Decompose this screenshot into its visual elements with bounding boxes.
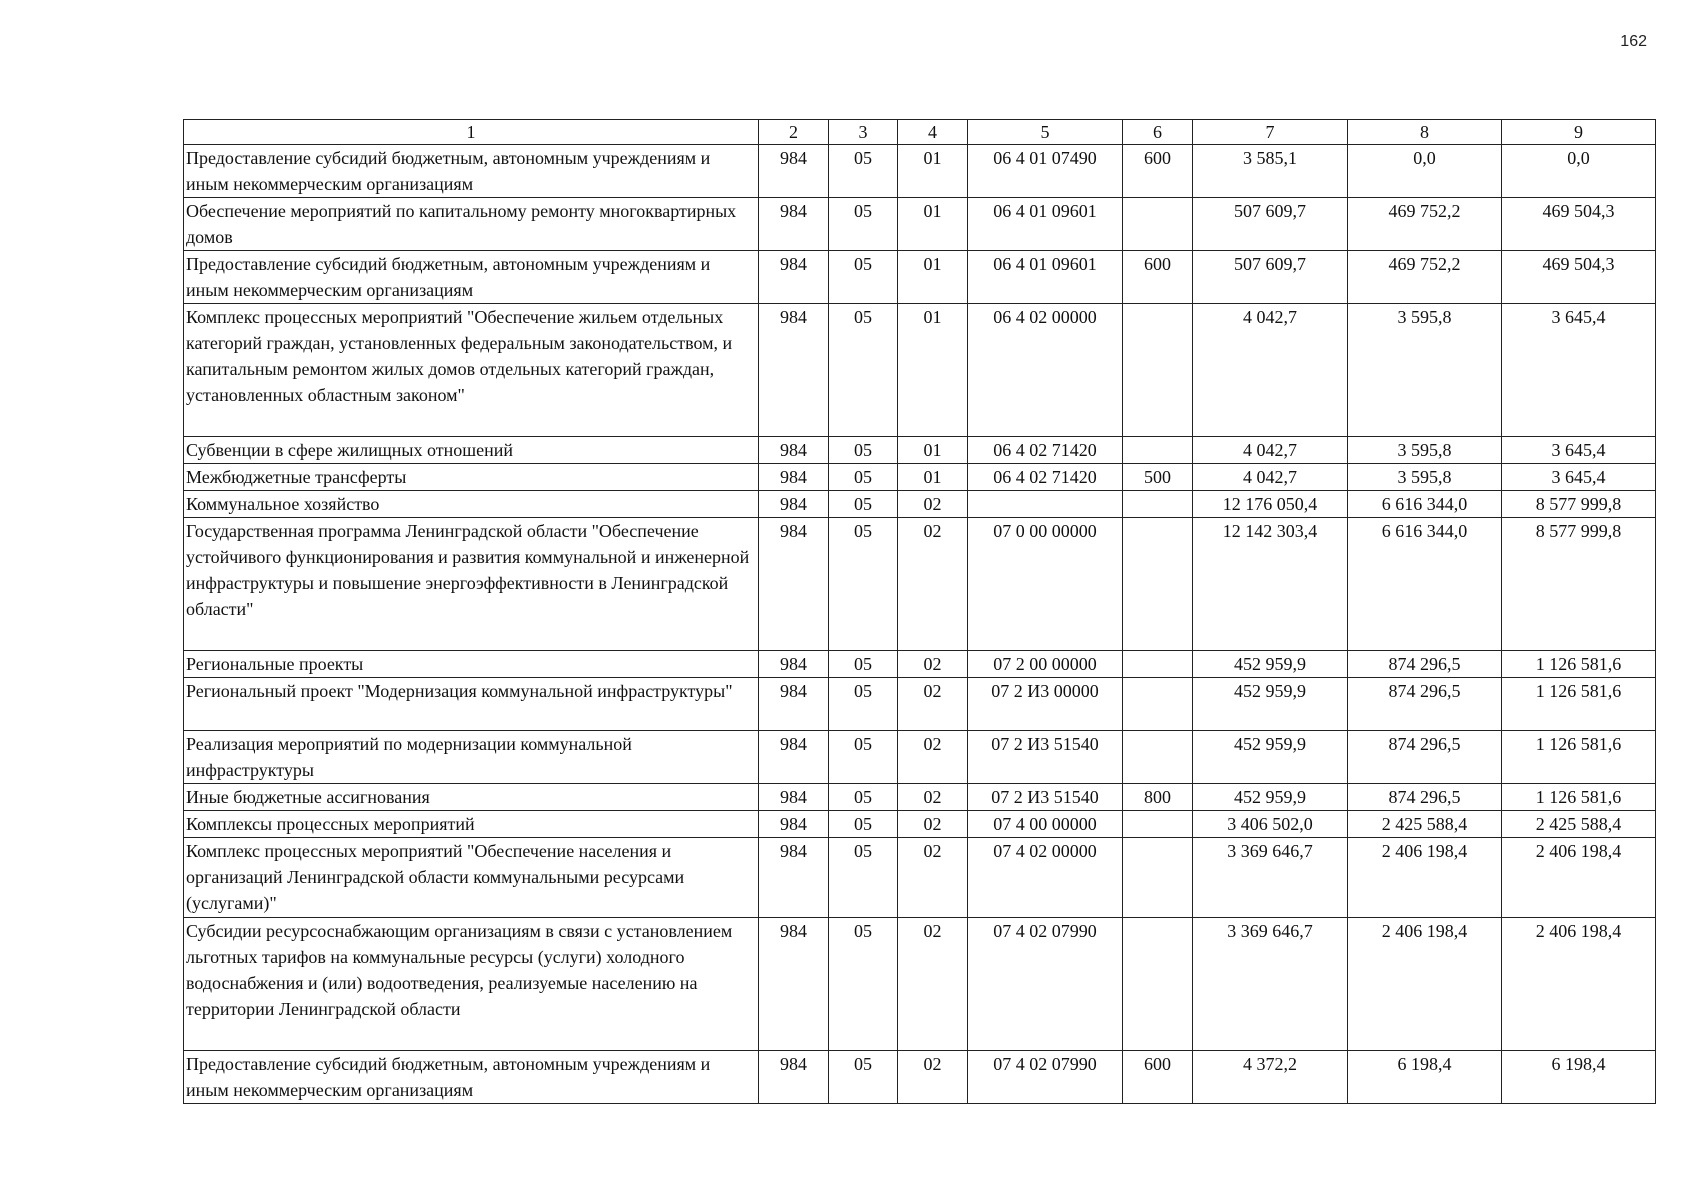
section-cell: 05	[829, 678, 898, 731]
target-article-cell: 07 2 00 00000	[968, 651, 1123, 678]
amount-col8-cell: 874 296,5	[1348, 651, 1502, 678]
amount-col8-cell: 0,0	[1348, 145, 1502, 198]
amount-col8-cell: 874 296,5	[1348, 678, 1502, 731]
subsection-cell: 02	[898, 838, 968, 918]
admin-code-cell: 984	[759, 491, 829, 518]
expense-type-cell: 500	[1123, 464, 1193, 491]
expense-type-cell	[1123, 491, 1193, 518]
row-name-cell: Субсидии ресурсоснабжающим организациям в связи с установлением льготных тарифов на коммунальные ресурсы (услуги) холодного водоснабжения и (или) водоотведения, реализуемые населению на территории Ленинградской области	[184, 918, 759, 1051]
amount-col7-cell: 4 042,7	[1193, 464, 1348, 491]
expense-type-cell	[1123, 838, 1193, 918]
admin-code-cell: 984	[759, 1051, 829, 1104]
amount-col9-cell: 2 425 588,4	[1502, 811, 1656, 838]
target-article-cell: 07 0 00 00000	[968, 518, 1123, 651]
header-cell: 1	[184, 120, 759, 145]
header-cell: 6	[1123, 120, 1193, 145]
row-name-cell: Предоставление субсидий бюджетным, автономным учреждениям и иным некоммерческим организациям	[184, 145, 759, 198]
table-row	[184, 651, 1656, 678]
admin-code-cell: 984	[759, 518, 829, 651]
expense-type-cell: 600	[1123, 1051, 1193, 1104]
amount-col7-cell: 3 369 646,7	[1193, 838, 1348, 918]
amount-col9-cell: 2 406 198,4	[1502, 838, 1656, 918]
expense-type-cell: 800	[1123, 784, 1193, 811]
row-name-cell: Иные бюджетные ассигнования	[184, 784, 759, 811]
header-cell: 5	[968, 120, 1123, 145]
admin-code-cell: 984	[759, 304, 829, 437]
subsection-cell: 01	[898, 251, 968, 304]
amount-col9-cell: 469 504,3	[1502, 198, 1656, 251]
amount-col8-cell: 6 198,4	[1348, 1051, 1502, 1104]
admin-code-cell: 984	[759, 918, 829, 1051]
admin-code-cell: 984	[759, 251, 829, 304]
expense-type-cell	[1123, 811, 1193, 838]
expense-type-cell	[1123, 918, 1193, 1051]
subsection-cell: 02	[898, 784, 968, 811]
amount-col8-cell: 469 752,2	[1348, 251, 1502, 304]
header-cell: 8	[1348, 120, 1502, 145]
section-cell: 05	[829, 918, 898, 1051]
row-name-cell: Предоставление субсидий бюджетным, автономным учреждениям и иным некоммерческим организациям	[184, 1051, 759, 1104]
section-cell: 05	[829, 491, 898, 518]
row-name-cell: Реализация мероприятий по модернизации коммунальной инфраструктуры	[184, 731, 759, 784]
amount-col9-cell: 1 126 581,6	[1502, 731, 1656, 784]
amount-col7-cell: 4 042,7	[1193, 304, 1348, 437]
amount-col8-cell: 6 616 344,0	[1348, 491, 1502, 518]
subsection-cell: 02	[898, 731, 968, 784]
target-article-cell: 06 4 02 71420	[968, 464, 1123, 491]
expense-type-cell	[1123, 731, 1193, 784]
header-cell: 2	[759, 120, 829, 145]
amount-col9-cell: 8 577 999,8	[1502, 518, 1656, 651]
header-row	[184, 120, 1656, 145]
row-name-cell: Комплексы процессных мероприятий	[184, 811, 759, 838]
subsection-cell: 01	[898, 145, 968, 198]
section-cell: 05	[829, 304, 898, 437]
subsection-cell: 01	[898, 437, 968, 464]
expense-type-cell	[1123, 304, 1193, 437]
subsection-cell: 02	[898, 651, 968, 678]
header-cell: 3	[829, 120, 898, 145]
admin-code-cell: 984	[759, 198, 829, 251]
amount-col8-cell: 874 296,5	[1348, 784, 1502, 811]
amount-col8-cell: 3 595,8	[1348, 304, 1502, 437]
amount-col9-cell: 3 645,4	[1502, 464, 1656, 491]
admin-code-cell: 984	[759, 838, 829, 918]
amount-col8-cell: 3 595,8	[1348, 464, 1502, 491]
subsection-cell: 02	[898, 1051, 968, 1104]
table-row	[184, 918, 1656, 1051]
table-row	[184, 518, 1656, 651]
amount-col8-cell: 469 752,2	[1348, 198, 1502, 251]
admin-code-cell: 984	[759, 464, 829, 491]
row-name-cell: Комплекс процессных мероприятий "Обеспечение жильем отдельных категорий граждан, установленных федеральным законодательством, и капитальным ремонтом жилых домов отдельных категорий граждан, установленных областным законом"	[184, 304, 759, 437]
subsection-cell: 01	[898, 464, 968, 491]
amount-col9-cell: 1 126 581,6	[1502, 678, 1656, 731]
amount-col9-cell: 2 406 198,4	[1502, 918, 1656, 1051]
row-name-cell: Комплекс процессных мероприятий "Обеспечение населения и организаций Ленинградской области коммунальными ресурсами (услугами)"	[184, 838, 759, 918]
target-article-cell: 07 2 И3 51540	[968, 731, 1123, 784]
section-cell: 05	[829, 838, 898, 918]
target-article-cell: 06 4 01 07490	[968, 145, 1123, 198]
subsection-cell: 02	[898, 678, 968, 731]
table-row	[184, 464, 1656, 491]
admin-code-cell: 984	[759, 678, 829, 731]
table-row	[184, 491, 1656, 518]
amount-col7-cell: 452 959,9	[1193, 731, 1348, 784]
subsection-cell: 02	[898, 811, 968, 838]
table-row	[184, 784, 1656, 811]
target-article-cell: 07 4 00 00000	[968, 811, 1123, 838]
amount-col7-cell: 452 959,9	[1193, 678, 1348, 731]
expense-type-cell	[1123, 437, 1193, 464]
admin-code-cell: 984	[759, 811, 829, 838]
header-cell: 7	[1193, 120, 1348, 145]
table-row	[184, 251, 1656, 304]
section-cell: 05	[829, 784, 898, 811]
expense-type-cell	[1123, 518, 1193, 651]
amount-col7-cell: 12 142 303,4	[1193, 518, 1348, 651]
amount-col8-cell: 2 406 198,4	[1348, 838, 1502, 918]
row-name-cell: Региональные проекты	[184, 651, 759, 678]
table-row	[184, 838, 1656, 918]
section-cell: 05	[829, 464, 898, 491]
amount-col7-cell: 4 042,7	[1193, 437, 1348, 464]
row-name-cell: Обеспечение мероприятий по капитальному ремонту многоквартирных домов	[184, 198, 759, 251]
target-article-cell: 07 4 02 07990	[968, 918, 1123, 1051]
row-name-cell: Субвенции в сфере жилищных отношений	[184, 437, 759, 464]
table-row	[184, 304, 1656, 437]
amount-col8-cell: 2 425 588,4	[1348, 811, 1502, 838]
amount-col7-cell: 452 959,9	[1193, 651, 1348, 678]
page-number: 162	[1620, 33, 1647, 50]
target-article-cell: 07 4 02 07990	[968, 1051, 1123, 1104]
admin-code-cell: 984	[759, 437, 829, 464]
target-article-cell: 06 4 02 71420	[968, 437, 1123, 464]
section-cell: 05	[829, 251, 898, 304]
table-row	[184, 1051, 1656, 1104]
amount-col9-cell: 6 198,4	[1502, 1051, 1656, 1104]
amount-col9-cell: 469 504,3	[1502, 251, 1656, 304]
amount-col7-cell: 4 372,2	[1193, 1051, 1348, 1104]
header-cell: 4	[898, 120, 968, 145]
table-row	[184, 731, 1656, 784]
section-cell: 05	[829, 198, 898, 251]
admin-code-cell: 984	[759, 731, 829, 784]
expense-type-cell	[1123, 678, 1193, 731]
admin-code-cell: 984	[759, 145, 829, 198]
target-article-cell: 06 4 01 09601	[968, 251, 1123, 304]
amount-col7-cell: 3 406 502,0	[1193, 811, 1348, 838]
row-name-cell: Коммунальное хозяйство	[184, 491, 759, 518]
expense-type-cell	[1123, 651, 1193, 678]
amount-col9-cell: 3 645,4	[1502, 304, 1656, 437]
amount-col7-cell: 3 585,1	[1193, 145, 1348, 198]
section-cell: 05	[829, 145, 898, 198]
amount-col7-cell: 3 369 646,7	[1193, 918, 1348, 1051]
target-article-cell: 06 4 01 09601	[968, 198, 1123, 251]
admin-code-cell: 984	[759, 784, 829, 811]
table-row	[184, 811, 1656, 838]
expense-type-cell: 600	[1123, 251, 1193, 304]
row-name-cell: Предоставление субсидий бюджетным, автономным учреждениям и иным некоммерческим организациям	[184, 251, 759, 304]
amount-col9-cell: 1 126 581,6	[1502, 651, 1656, 678]
amount-col8-cell: 3 595,8	[1348, 437, 1502, 464]
amount-col7-cell: 507 609,7	[1193, 198, 1348, 251]
amount-col9-cell: 8 577 999,8	[1502, 491, 1656, 518]
table-row	[184, 437, 1656, 464]
target-article-cell	[968, 491, 1123, 518]
section-cell: 05	[829, 651, 898, 678]
row-name-cell: Государственная программа Ленинградской области "Обеспечение устойчивого функционирования и развития коммунальной и инженерной инфраструктуры и повышение энергоэффективности в Ленинградской области"	[184, 518, 759, 651]
admin-code-cell: 984	[759, 651, 829, 678]
section-cell: 05	[829, 1051, 898, 1104]
row-name-cell: Региональный проект "Модернизация коммунальной инфраструктуры"	[184, 678, 759, 731]
subsection-cell: 02	[898, 491, 968, 518]
amount-col9-cell: 0,0	[1502, 145, 1656, 198]
target-article-cell: 07 2 И3 00000	[968, 678, 1123, 731]
subsection-cell: 01	[898, 198, 968, 251]
amount-col8-cell: 874 296,5	[1348, 731, 1502, 784]
subsection-cell: 02	[898, 918, 968, 1051]
table-row	[184, 678, 1656, 731]
row-name-cell: Межбюджетные трансферты	[184, 464, 759, 491]
target-article-cell: 07 2 И3 51540	[968, 784, 1123, 811]
table-row	[184, 198, 1656, 251]
target-article-cell: 06 4 02 00000	[968, 304, 1123, 437]
expense-type-cell: 600	[1123, 145, 1193, 198]
expense-type-cell	[1123, 198, 1193, 251]
section-cell: 05	[829, 731, 898, 784]
amount-col7-cell: 12 176 050,4	[1193, 491, 1348, 518]
section-cell: 05	[829, 437, 898, 464]
amount-col9-cell: 3 645,4	[1502, 437, 1656, 464]
header-cell: 9	[1502, 120, 1656, 145]
subsection-cell: 01	[898, 304, 968, 437]
amount-col7-cell: 452 959,9	[1193, 784, 1348, 811]
table-row	[184, 145, 1656, 198]
amount-col8-cell: 6 616 344,0	[1348, 518, 1502, 651]
amount-col8-cell: 2 406 198,4	[1348, 918, 1502, 1051]
subsection-cell: 02	[898, 518, 968, 651]
target-article-cell: 07 4 02 00000	[968, 838, 1123, 918]
section-cell: 05	[829, 811, 898, 838]
budget-table	[183, 119, 1656, 1104]
section-cell: 05	[829, 518, 898, 651]
amount-col7-cell: 507 609,7	[1193, 251, 1348, 304]
amount-col9-cell: 1 126 581,6	[1502, 784, 1656, 811]
